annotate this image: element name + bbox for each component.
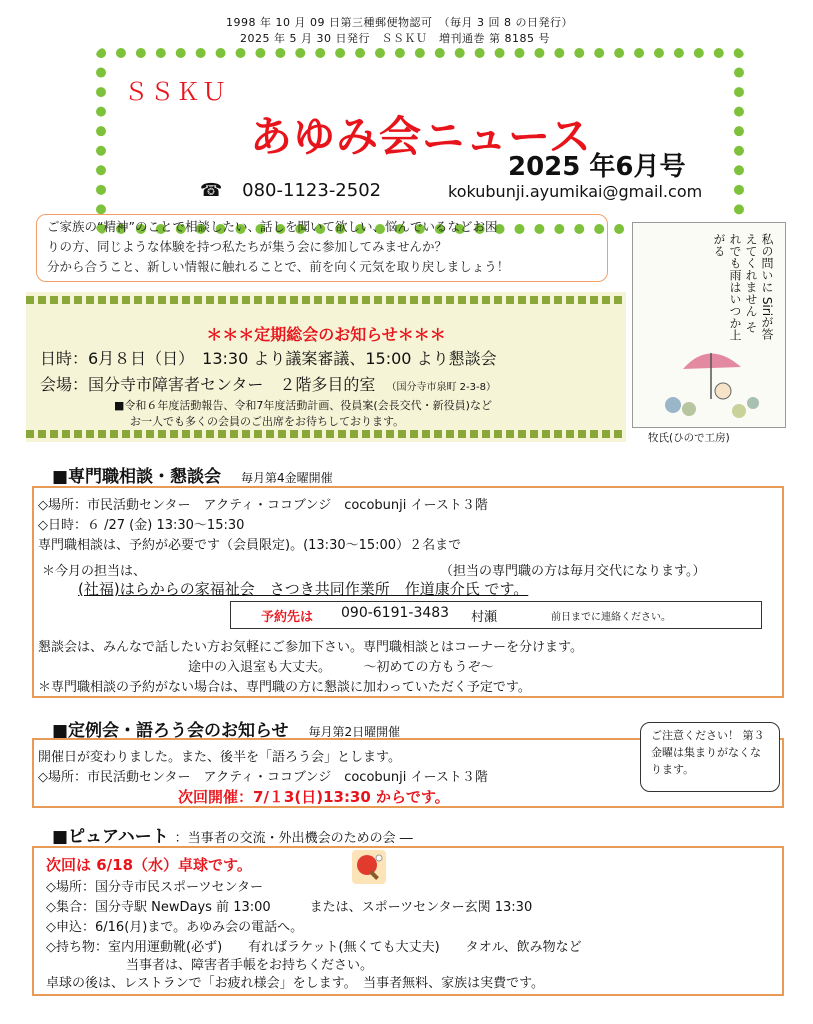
- regular-heading-text: ■定例会・語ろう会のお知らせ: [52, 721, 289, 741]
- meeting-note-2: お一人でも多くの会員のご出席をお待ちしております。: [130, 415, 405, 428]
- meeting-notes: [114, 398, 492, 430]
- consult-staff-name: (社福)はらからの家福祉会 さつき共同作業所 作道康介氏 です。: [78, 580, 529, 598]
- meeting-place-text: 会場：国分寺市障害者センター ２階多目的室: [40, 375, 376, 394]
- phone-line: [200, 180, 381, 201]
- poster-text: 私の問いに Siriが答えてくれません それでも雨はいつか上がる: [712, 233, 774, 341]
- intro-line-2: りの方、同じような体験を持つ私たちが集う会に参加してみませんか？: [47, 239, 448, 254]
- regular-place: ◇場所：市民活動センター アクティ・ココブンジ cocobunji イースト３階: [38, 770, 488, 785]
- consult-date: ◇日時：６ /27 (金) 13:30〜15:30: [38, 518, 245, 533]
- permit-line: 1998 年 10 月 09 日第三種郵便物認可 （毎月 3 回 8 の日発行）: [226, 16, 573, 29]
- meeting-address: （国分寺市泉町 2-3-8）: [386, 382, 496, 393]
- pureheart-next: 次回は 6/18（水）卓球です。: [46, 856, 252, 874]
- intro-line-1: ご家族の“精神”のことで相談したい、話しを聞いて欲しい、悩んでいるなどお困: [47, 219, 498, 234]
- intro-line-3: 分から合うこと、新しい情報に触れることで、前を向く元気を取り戻しましょう！: [47, 259, 510, 274]
- reservation-label: 予約先は: [261, 610, 314, 625]
- intro-box: [36, 214, 608, 282]
- notice-bubble: ご注意ください！ 第３金曜は集まりがなくなります。: [640, 722, 780, 792]
- phone-icon: ☎: [200, 180, 223, 201]
- issue-number: 2025 年6月号: [508, 152, 686, 182]
- meeting-place: [40, 372, 496, 395]
- reservation-note: 前日までに連絡ください。: [551, 612, 671, 623]
- reservation-phone: 090-6191-3483: [341, 605, 450, 621]
- ping-pong-paddle-icon: [352, 850, 386, 884]
- reservation-box: [230, 601, 762, 629]
- general-meeting-notice: [26, 292, 626, 442]
- consult-reservation-required: 専門職相談は、予約が必要です（会員限定)。(13:30〜15:00）２名まで: [38, 538, 462, 553]
- poster-caption: 牧氏(ひので工房): [648, 432, 730, 444]
- consult-heading: [52, 462, 333, 487]
- meeting-note-1: ■令和６年度活動報告、令和7年度活動計画、役員案(会長交代・新役員)など: [114, 399, 492, 412]
- org-name: ＳＳＫＵ: [124, 78, 228, 106]
- pureheart-description: ：当事者の交流・外出機会のための会 ―: [174, 831, 413, 846]
- pureheart-items-note: 当事者は、障害者手帳をお持ちください。: [126, 958, 374, 973]
- email-address: kokubunji.ayumikai@gmail.com: [448, 182, 703, 201]
- consult-staff-note: （担当の専門職の方は毎月交代になります。）: [440, 564, 706, 579]
- talk-line-3: ＊専門職相談の予約がない場合は、専門職の方に懇談に加わっていただく予定です。: [38, 680, 531, 695]
- talk-line-2: 途中の入退室も大丈夫。 〜初めての方もうぞ〜: [188, 660, 494, 675]
- pureheart-heading-text: ■ピュアハート: [52, 827, 169, 847]
- phone-number: 080-1123-2502: [242, 180, 382, 201]
- regular-next-date: 次回開催：7/１3(日)13:30 からです。: [178, 788, 450, 806]
- consult-staff-intro: ＊今月の担当は、: [42, 564, 147, 579]
- pureheart-after: 卓球の後は、レストランで「お疲れ様会」をします。 当事者無料、家族は実費です。: [46, 976, 545, 991]
- pureheart-place: ◇場所：国分寺市民スポーツセンター: [46, 880, 263, 895]
- ping-pong-icon: [352, 850, 386, 884]
- meeting-title: ＊＊＊定期総会のお知らせ＊＊＊: [206, 325, 446, 344]
- pureheart-meet: ◇集合：国分寺駅 NewDays 前 13:00 または、スポーツセンター玄関 13:30: [46, 900, 533, 915]
- leaf-border-top: [26, 296, 626, 304]
- pureheart-items: ◇持ち物：室内用運動靴(必ず) 有ればラケット(無くても大丈夫) タオル、飲み物など: [46, 940, 582, 955]
- pureheart-apply: ◇申込：6/16(月)まで。あゆみ会の電話へ。: [46, 920, 304, 935]
- newsletter-title: あゆみ会ニュース: [250, 112, 592, 161]
- issue-line: 2025 年 5 月 30 日発行 ＳＳＫＵ 増刊通巻 第 8185 号: [240, 32, 550, 45]
- pureheart-heading: [52, 822, 413, 847]
- talk-line-1: 懇談会は、みんなで話したい方お気軽にご参加下さい。専門職相談とはコーナーを分けます。: [38, 640, 583, 655]
- reservation-person: 村瀬: [471, 610, 498, 625]
- meeting-date: 日時：6月８日（日） 13:30 より議案審議、15:00 より懇談会: [40, 349, 497, 368]
- regular-change-note: 開催日が変わりました。また、後半を「語ろう会」とします。: [38, 750, 401, 765]
- consult-schedule: 毎月第4金曜開催: [240, 471, 333, 485]
- consult-heading-text: ■専門職相談・懇談会: [52, 467, 222, 487]
- umbrella-illustration: [653, 339, 765, 423]
- calligraphy-poster: [632, 222, 786, 428]
- regular-schedule: 毎月第2日曜開催: [308, 725, 401, 739]
- consult-place: ◇場所：市民活動センター アクティ・ココブンジ cocobunji イースト３階: [38, 498, 488, 513]
- leaf-border-bottom: [26, 430, 626, 438]
